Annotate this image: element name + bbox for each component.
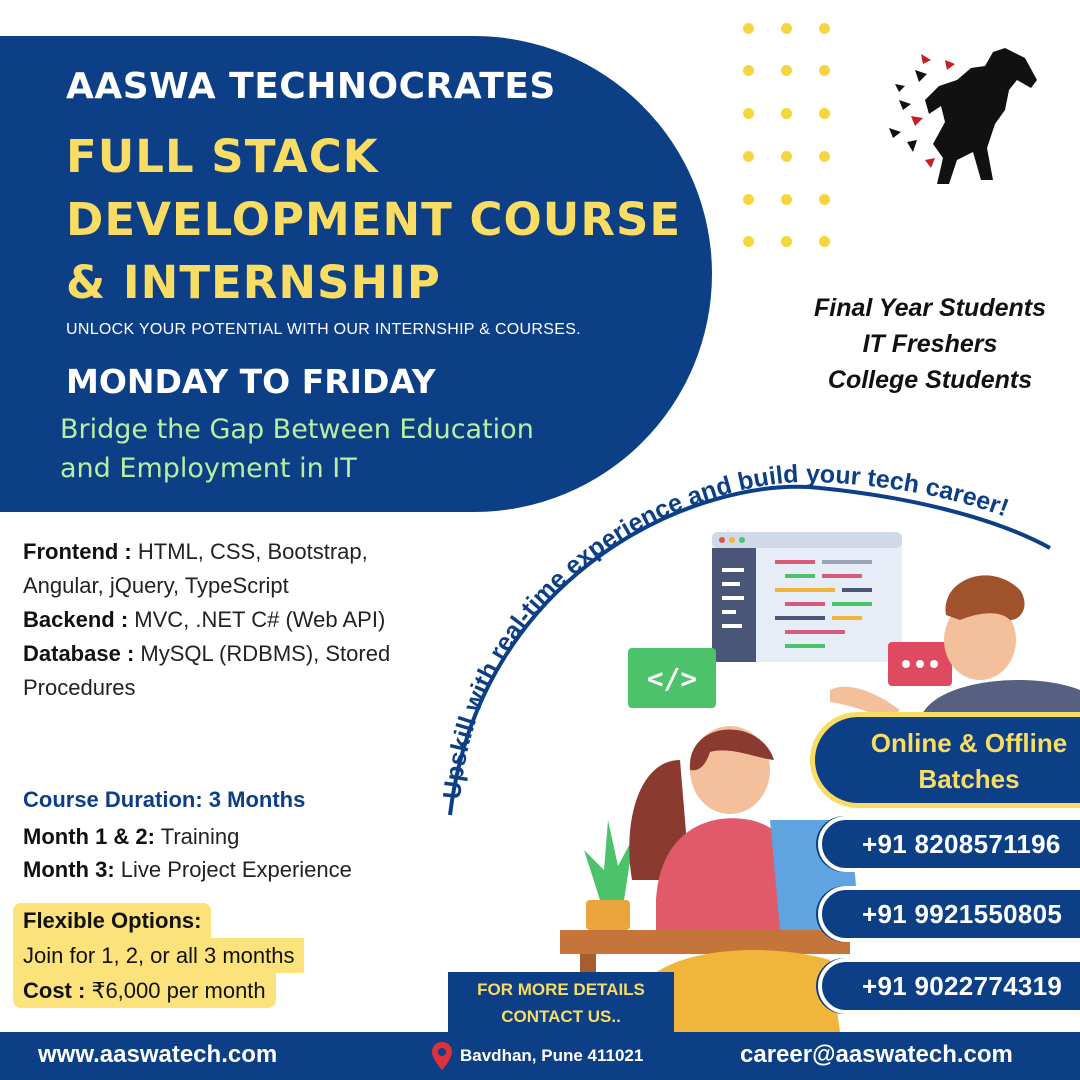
options-join: Join for 1, 2, or all 3 months	[13, 938, 304, 973]
month-12-value: Training	[155, 824, 240, 849]
bridge-text: Bridge the Gap Between Education and Employment in IT	[60, 414, 534, 484]
contact-line: CONTACT US..	[501, 1007, 621, 1026]
address	[432, 1042, 643, 1070]
audience-item: IT Freshers	[862, 330, 998, 358]
month-3-value: Live Project Experience	[114, 857, 352, 882]
backend-value: MVC, .NET C# (Web API)	[128, 607, 386, 632]
address-text: Bavdhan, Pune 411021	[460, 1046, 644, 1065]
frontend-line	[23, 535, 423, 603]
footer-bar	[0, 1032, 1080, 1080]
cost-label: Cost :	[23, 978, 86, 1003]
dot-grid-decoration	[743, 20, 843, 260]
tagline: UNLOCK YOUR POTENTIAL WITH OUR INTERNSHIP & COURSES.	[66, 321, 581, 338]
database-value: MySQL (RDBMS), Stored Procedures	[23, 641, 391, 700]
phone-number[interactable]: +91 9022774319	[818, 958, 1080, 1014]
target-audience	[780, 290, 1080, 398]
svg-text:</>: </>	[646, 662, 698, 695]
month-12-line	[23, 820, 352, 853]
month-12-label: Month 1 & 2:	[23, 824, 155, 849]
course-duration: Course Duration: 3 Months	[23, 787, 306, 812]
month-3-line	[23, 853, 352, 886]
batches-badge: Online & Offline Batches	[810, 712, 1080, 808]
backend-label: Backend :	[23, 607, 129, 632]
month-3-label: Month 3:	[23, 857, 115, 882]
contact-line: FOR MORE DETAILS	[477, 980, 645, 999]
database-line	[23, 637, 423, 705]
horse-logo-icon	[885, 40, 1040, 188]
contact-us-box	[448, 972, 674, 1032]
month-breakdown	[23, 820, 352, 886]
flexible-options	[13, 903, 304, 1008]
audience-item: College Students	[827, 366, 1033, 394]
brand-name: AASWA TECHNOCRATES	[66, 66, 556, 107]
email-link[interactable]: career@aaswatech.com	[740, 1041, 1013, 1068]
course-title: FULL STACK DEVELOPMENT COURSE & INTERNSHIP	[66, 130, 682, 309]
frontend-value: HTML, CSS, Bootstrap, Angular, jQuery, TypeScript	[23, 539, 368, 598]
frontend-label: Frontend :	[23, 539, 132, 564]
audience-item: Final Year Students	[813, 294, 1046, 322]
phone-number[interactable]: +91 9921550805	[818, 886, 1080, 942]
options-title: Flexible Options:	[23, 908, 202, 933]
website-link[interactable]: www.aaswatech.com	[38, 1041, 278, 1068]
database-label: Database :	[23, 641, 135, 666]
arc-headline-text: Upskill with real-time experience and build your tech career!	[438, 459, 1013, 801]
tech-stack	[23, 535, 423, 705]
phone-number[interactable]: +91 8208571196	[818, 816, 1080, 872]
schedule-days: MONDAY TO FRIDAY	[66, 362, 436, 401]
cost-value: ₹6,000 per month	[85, 978, 266, 1003]
backend-line	[23, 603, 423, 637]
location-pin-icon	[432, 1042, 452, 1070]
